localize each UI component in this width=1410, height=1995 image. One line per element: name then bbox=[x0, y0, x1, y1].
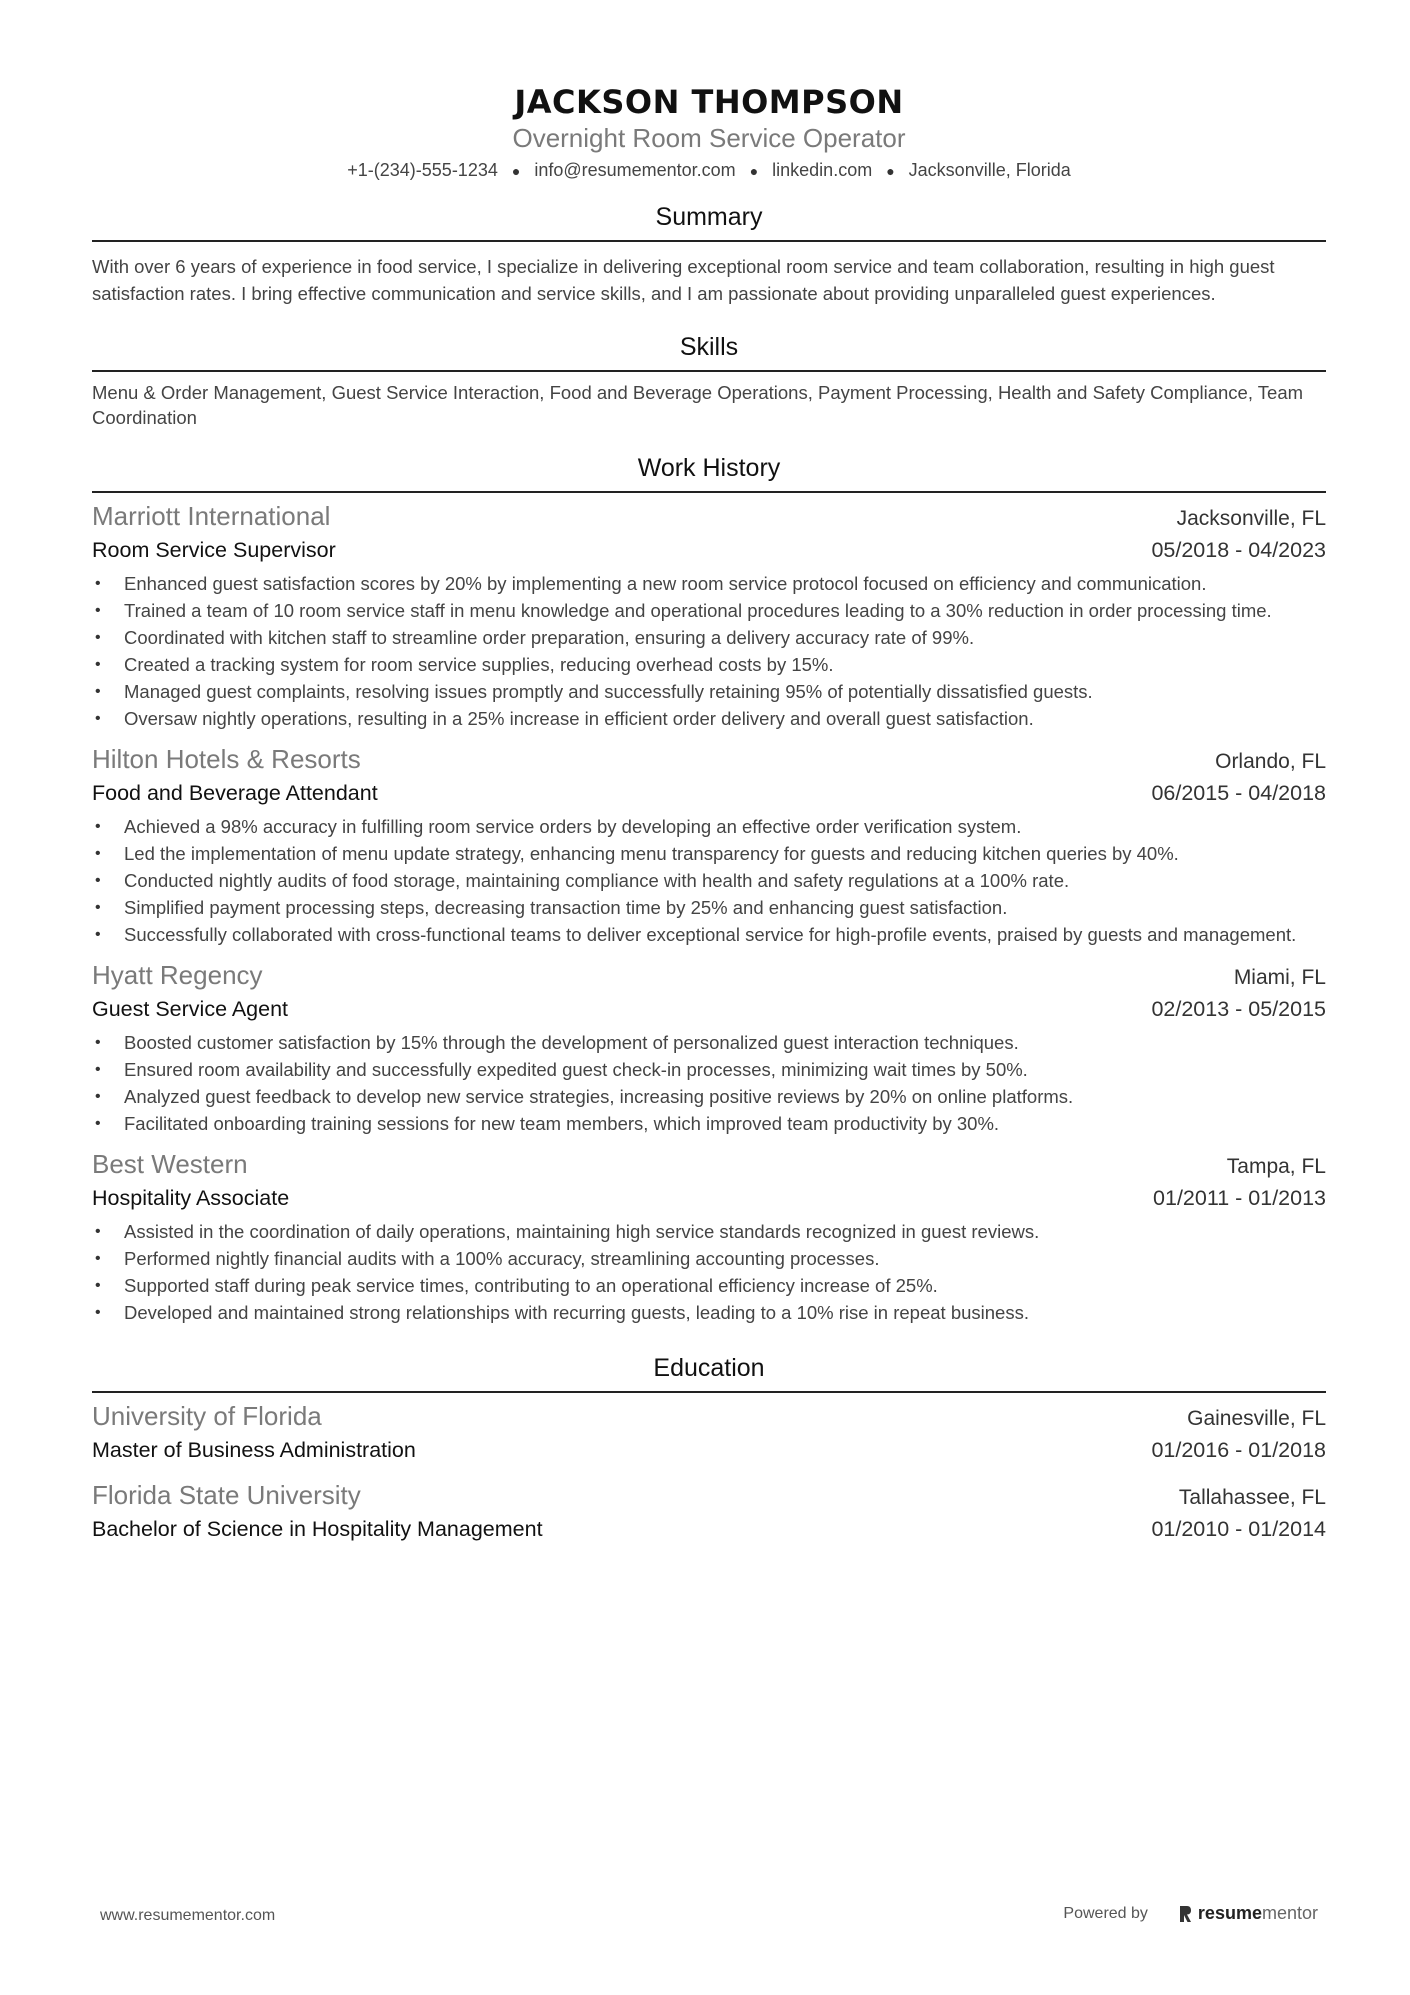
bullet-item: • Facilitated onboarding training sessions for new team members, which improved team productivity by 30%. bbox=[92, 1110, 1326, 1137]
resumementor-logo-text: resumementor bbox=[1197, 1903, 1318, 1923]
education-entry bbox=[92, 1399, 1326, 1466]
job-bullets bbox=[92, 1218, 1326, 1326]
section-heading: Work History bbox=[637, 454, 781, 483]
job-location: Tampa, FL bbox=[1226, 1155, 1326, 1179]
bullet-item: • Successfully collaborated with cross-functional teams to deliver exceptional service for high-profile events, praised by guests and management. bbox=[92, 921, 1326, 948]
bullet-item: • Assisted in the coordination of daily operations, maintaining high service standards recognized in guest reviews. bbox=[92, 1218, 1326, 1245]
section-heading: Skills bbox=[679, 333, 739, 362]
summary-section bbox=[92, 199, 1326, 307]
candidate-title: Overnight Room Service Operator bbox=[512, 123, 906, 153]
bullet-item: • Developed and maintained strong relationships with recurring guests, leading to a 10% rise in repeat business. bbox=[92, 1299, 1326, 1326]
bullet-item: • Created a tracking system for room service supplies, reducing overhead costs by 15%. bbox=[92, 651, 1326, 678]
contact-phone: +1-(234)-555-1234 bbox=[347, 160, 498, 180]
job-title: Food and Beverage Attendant bbox=[92, 781, 378, 806]
job-dates: 01/2011 - 01/2013 bbox=[1153, 1186, 1326, 1211]
school-location: Gainesville, FL bbox=[1187, 1407, 1326, 1431]
job-location: Jacksonville, FL bbox=[1176, 507, 1326, 531]
bullet-item: • Boosted customer satisfaction by 15% through the development of personalized guest interaction techniques. bbox=[92, 1029, 1326, 1056]
job-bullets bbox=[92, 570, 1326, 732]
bullet-item: • Simplified payment processing steps, decreasing transaction time by 25% and enhancing guest satisfaction. bbox=[92, 894, 1326, 921]
job-location: Orlando, FL bbox=[1215, 750, 1326, 774]
job-entry bbox=[92, 499, 1326, 732]
job-title: Hospitality Associate bbox=[92, 1186, 290, 1211]
bullet-item: • Coordinated with kitchen staff to streamline order preparation, ensuring a delivery accuracy rate of 99%. bbox=[92, 624, 1326, 651]
separator-dot: ● bbox=[886, 163, 895, 180]
section-divider bbox=[92, 240, 1326, 242]
bullet-item: • Led the implementation of menu update strategy, enhancing menu transparency for guests and reducing kitchen queries by 40%. bbox=[92, 840, 1326, 867]
school-name: Florida State University bbox=[92, 1480, 361, 1511]
bullet-item: • Achieved a 98% accuracy in fulfilling room service orders by developing an effective order verification system. bbox=[92, 813, 1326, 840]
job-dates: 05/2018 - 04/2023 bbox=[1151, 538, 1326, 563]
separator-dot: ● bbox=[749, 163, 759, 180]
degree-name: Master of Business Administration bbox=[92, 1438, 416, 1463]
section-divider bbox=[92, 1391, 1326, 1393]
school-name: University of Florida bbox=[92, 1401, 322, 1432]
employer-name: Hilton Hotels & Resorts bbox=[92, 744, 361, 775]
employer-name: Best Western bbox=[92, 1149, 248, 1180]
summary-text: With over 6 years of experience in food service, I specialize in delivering exceptional room service and team collaboration, resulting in high guest satisfaction rates. I bring effective communication and service skills, and I am passionate about providing unparalleled guest experiences. bbox=[92, 256, 1275, 305]
resume-header bbox=[92, 0, 1326, 185]
job-entry bbox=[92, 958, 1326, 1137]
footer-website[interactable]: www.resumementor.com bbox=[100, 1907, 276, 1924]
resume-page bbox=[92, 0, 1326, 1545]
contact-email[interactable]: info@resumementor.com bbox=[534, 160, 736, 180]
section-divider bbox=[92, 370, 1326, 372]
bullet-item: • Analyzed guest feedback to develop new service strategies, increasing positive reviews by 20% on online platforms. bbox=[92, 1083, 1326, 1110]
job-title: Room Service Supervisor bbox=[92, 538, 336, 563]
footer-powered-by bbox=[1063, 1903, 1318, 1924]
job-location: Miami, FL bbox=[1233, 966, 1326, 990]
employer-name: Hyatt Regency bbox=[92, 960, 263, 991]
skills-text: Menu & Order Management, Guest Service Interaction, Food and Beverage Operations, Payment Processing, Health and Safety Compliance, Team Coordination bbox=[92, 382, 1304, 429]
skills-section bbox=[92, 329, 1326, 430]
section-heading: Summary bbox=[655, 203, 763, 232]
bullet-item: • Managed guest complaints, resolving issues promptly and successfully retaining 95% of potentially dissatisfied guests. bbox=[92, 678, 1326, 705]
bullet-item: • Performed nightly financial audits with a 100% accuracy, streamlining accounting processes. bbox=[92, 1245, 1326, 1272]
education-dates: 01/2016 - 01/2018 bbox=[1151, 1438, 1326, 1463]
job-bullets bbox=[92, 1029, 1326, 1137]
bullet-item: • Enhanced guest satisfaction scores by 20% by implementing a new room service protocol focused on efficiency and communication. bbox=[92, 570, 1326, 597]
education-dates: 01/2010 - 01/2014 bbox=[1151, 1517, 1326, 1542]
separator-dot: ● bbox=[511, 163, 521, 180]
school-location: Tallahassee, FL bbox=[1178, 1486, 1326, 1510]
bullet-item: • Oversaw nightly operations, resulting in a 25% increase in efficient order delivery and overall guest satisfaction. bbox=[92, 705, 1326, 732]
section-divider bbox=[92, 491, 1326, 493]
job-title: Guest Service Agent bbox=[92, 997, 288, 1022]
bullet-item: • Conducted nightly audits of food storage, maintaining compliance with health and safety regulations at a 100% rate. bbox=[92, 867, 1326, 894]
education-entry bbox=[92, 1478, 1326, 1545]
employer-name: Marriott International bbox=[92, 501, 331, 532]
contact-line bbox=[92, 156, 1326, 185]
section-heading: Education bbox=[653, 1354, 765, 1383]
job-entry bbox=[92, 1147, 1326, 1326]
work-history-section bbox=[92, 450, 1326, 1326]
job-dates: 06/2015 - 04/2018 bbox=[1151, 781, 1326, 806]
bullet-item: • Supported staff during peak service times, contributing to an operational efficiency increase of 25%. bbox=[92, 1272, 1326, 1299]
job-entry bbox=[92, 742, 1326, 948]
bullet-item: • Ensured room availability and successfully expedited guest check-in processes, minimizing wait times by 50%. bbox=[92, 1056, 1326, 1083]
contact-linkedin[interactable]: linkedin.com bbox=[772, 160, 873, 180]
candidate-name: JACKSON THOMPSON bbox=[514, 83, 904, 121]
job-dates: 02/2013 - 05/2015 bbox=[1151, 997, 1326, 1022]
job-bullets bbox=[92, 813, 1326, 948]
resumementor-logo-icon bbox=[1178, 1905, 1192, 1923]
education-section bbox=[92, 1350, 1326, 1545]
degree-name: Bachelor of Science in Hospitality Management bbox=[92, 1517, 543, 1542]
bullet-item: • Trained a team of 10 room service staff in menu knowledge and operational procedures leading to a 30% reduction in order processing time. bbox=[92, 597, 1326, 624]
contact-location: Jacksonville, Florida bbox=[908, 160, 1071, 180]
powered-by-label: Powered by bbox=[1063, 1904, 1148, 1922]
